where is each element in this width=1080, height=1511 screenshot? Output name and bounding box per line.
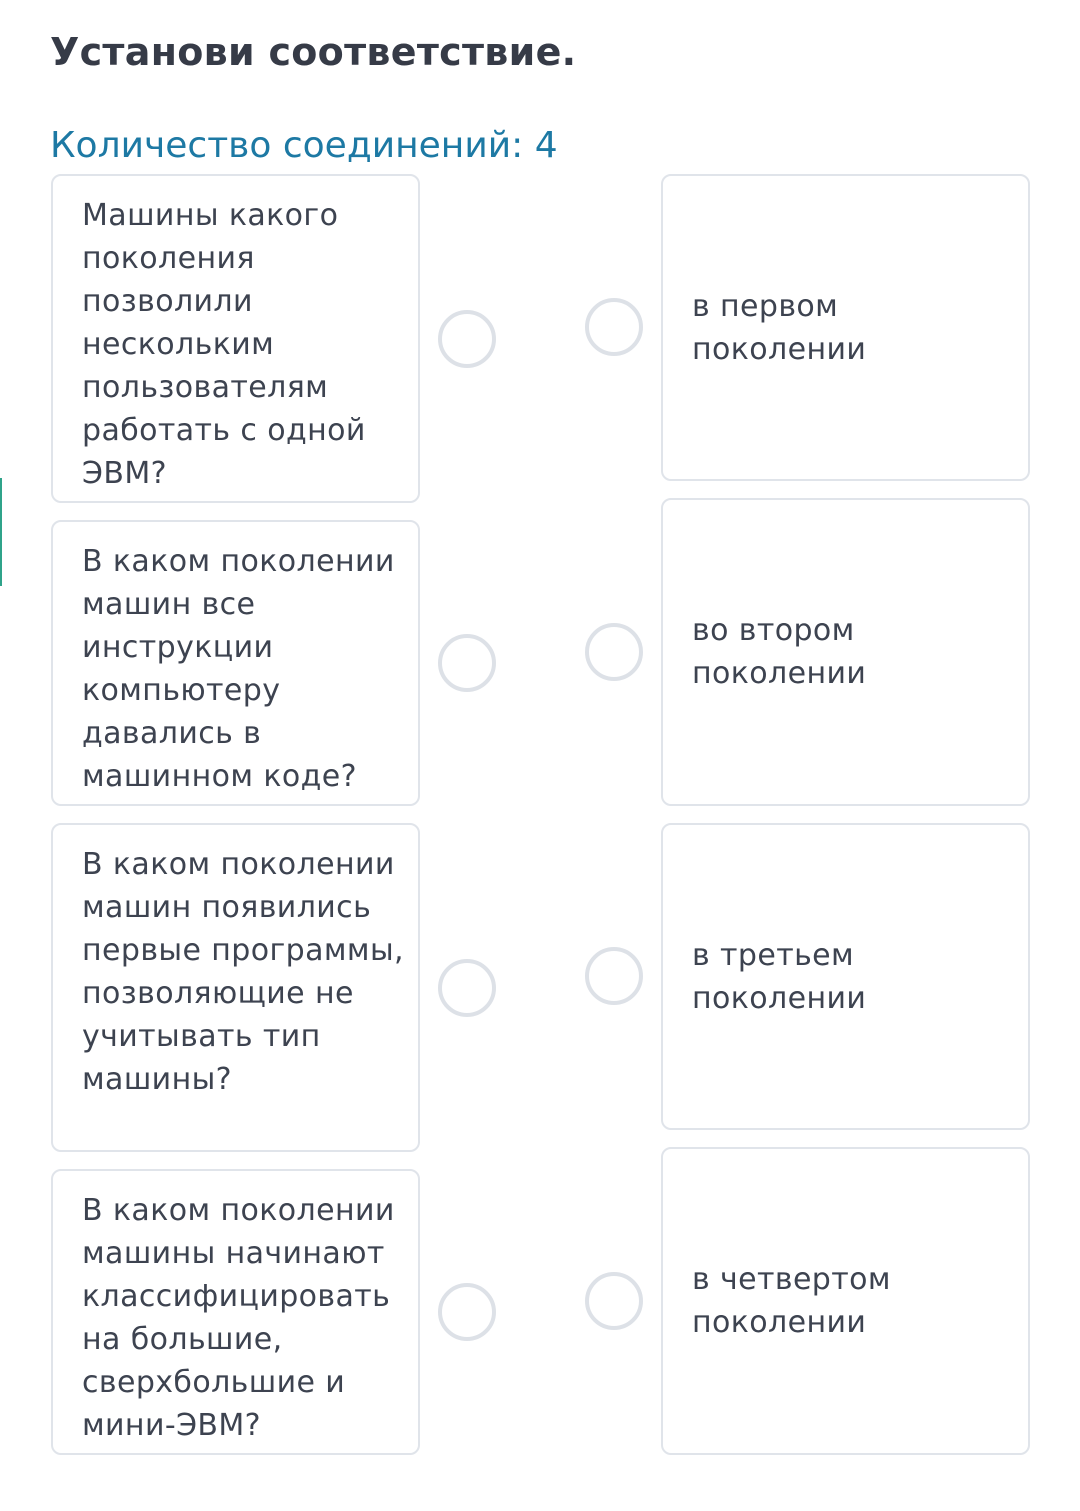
question-card-3 xyxy=(51,823,420,1152)
question-text: В каком поколении машин появились первые программы, позволяющие не учитывать тип машины? xyxy=(82,847,404,1097)
answer-connector-2[interactable] xyxy=(585,623,643,681)
answer-text: в первом поколении xyxy=(692,288,867,367)
question-connector-3[interactable] xyxy=(438,959,496,1017)
answer-card-3[interactable] xyxy=(661,823,1030,1130)
answer-text: в третьем поколении xyxy=(692,937,867,1016)
answer-connector-4[interactable] xyxy=(585,1272,643,1330)
answer-text: во втором поколении xyxy=(692,613,867,691)
connections-count: Количество соединений: 4 xyxy=(50,125,558,166)
question-connector-4[interactable] xyxy=(438,1283,496,1341)
question-text: Машины какого поколения позволили нескольким пользователям работать с одной ЭВМ? xyxy=(82,198,366,491)
question-connector-1[interactable] xyxy=(438,310,496,368)
question-text: В каком поколении машины начинают классифицировать на большие, сверхбольшие и мини-ЭВМ? xyxy=(82,1193,395,1443)
answer-card-1[interactable] xyxy=(661,174,1030,481)
page-title: Установи соответствие. xyxy=(50,30,577,74)
question-text: В каком поколении машин все инструкции компьютеру давались в машинном коде? xyxy=(82,544,395,794)
edge-accent-bar xyxy=(0,478,2,586)
answer-card-2[interactable] xyxy=(661,498,1030,806)
answer-card-4[interactable] xyxy=(661,1147,1030,1455)
question-card-2 xyxy=(51,520,420,806)
answer-connector-3[interactable] xyxy=(585,947,643,1005)
question-connector-2[interactable] xyxy=(438,634,496,692)
answer-text: в четвертом поколении xyxy=(692,1262,891,1340)
question-card-4 xyxy=(51,1169,420,1455)
answer-connector-1[interactable] xyxy=(585,298,643,356)
question-card-1 xyxy=(51,174,420,503)
